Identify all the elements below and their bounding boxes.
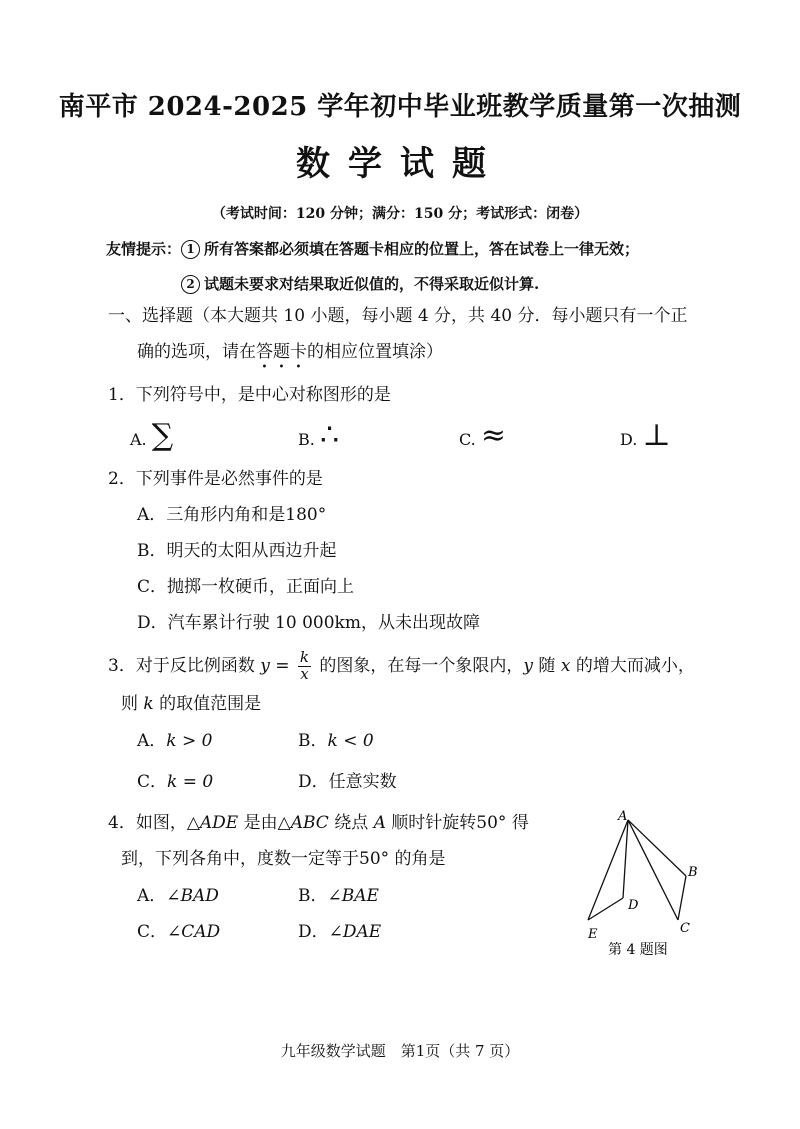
segment-ed (588, 898, 623, 920)
option-label: A. (130, 430, 147, 449)
q1-option-d (620, 418, 671, 453)
segment-ae (588, 820, 628, 920)
q4-text: 是由△ (238, 813, 291, 833)
section-text: 确的选项，请在 (137, 342, 256, 362)
point-a: A (373, 813, 386, 833)
triangle-ade: ADE (199, 813, 239, 833)
option-label: D. (620, 430, 638, 449)
option-label: C． (137, 772, 168, 792)
q2-option-d: D．汽车累计行驶 10 000km，从未出现故障 (137, 613, 480, 633)
point-label-c: C (680, 921, 690, 936)
option-math: 任意实数 (328, 772, 397, 792)
q3-text: 的取值范围是 (153, 694, 262, 714)
point-label-b: B (688, 865, 698, 880)
q3-text: = (269, 655, 295, 676)
fraction-numerator: k (299, 648, 309, 666)
q1-option-c (459, 418, 506, 453)
option-math: k = 0 (167, 772, 214, 792)
option-math: k < 0 (327, 731, 374, 751)
point-label-a: A (618, 809, 628, 824)
exam-subtitle: 数学试题 (296, 144, 504, 184)
section-heading-line-1: 一、选择题（本大题共 10 小题，每小题 4 分，共 40 分．每小题只有一个正 (108, 306, 688, 326)
q4-option-d (298, 922, 381, 942)
section-text: 的相应位置填涂） (307, 342, 443, 362)
q3-option-b (298, 731, 374, 751)
option-math: ∠CAD (167, 922, 221, 942)
fraction-k-over-x (298, 650, 311, 683)
therefore-symbol: ∴ (319, 418, 340, 453)
question-3-stem (108, 650, 695, 683)
tips-label: 友情提示： (106, 240, 182, 258)
emphasis-char: 题 (273, 342, 290, 362)
option-label: C. (459, 430, 476, 449)
option-label: B． (298, 731, 328, 751)
question-1-stem: 1．下列符号中，是中心对称图形的是 (108, 385, 391, 405)
option-label: C． (137, 922, 168, 942)
option-label: B． (298, 886, 328, 906)
q4-option-c (137, 922, 220, 942)
exam-info: （考试时间：120 分钟；满分：150 分；考试形式：闭卷） (211, 206, 589, 222)
emphasis-char: 卡 (290, 342, 307, 362)
q4-option-a (137, 886, 219, 906)
q4-text: 绕点 (328, 813, 374, 833)
q3-text: 则 (121, 694, 144, 714)
tips-line-1 (106, 238, 639, 259)
q2-option-b: B．明天的太阳从西边升起 (137, 541, 337, 561)
tip-text-2: 试题未要求对结果取近似值的，不得采取近似计算. (204, 275, 540, 293)
q3-option-c (137, 772, 213, 792)
fraction-denominator: x (300, 664, 309, 683)
circled-number-1: 1 (181, 240, 200, 259)
emphasis-char: 答 (256, 342, 273, 362)
triangle-abc: ABC (290, 813, 329, 833)
perpendicular-symbol: ⊥ (642, 418, 671, 453)
q3-text: 的图象，在每一个象限内， (314, 655, 524, 676)
q4-text: 顺时针旋转50° 得 (385, 813, 529, 833)
option-math: k > 0 (166, 731, 213, 751)
var-y: y (260, 655, 270, 676)
segment-ab (628, 820, 686, 876)
figure-caption: 第 4 题图 (608, 942, 668, 958)
q3-text: 的增大而减小， (570, 655, 695, 676)
q2-option-c: C．抛掷一枚硬币，正面向上 (137, 577, 355, 597)
section-heading-line-2 (137, 342, 443, 362)
option-math: ∠DAE (328, 922, 382, 942)
question-4-line-2: 到，下列各角中，度数一定等于50° 的角是 (121, 849, 446, 869)
option-math: ∠BAE (327, 886, 379, 906)
q2-option-a: A．三角形内角和是180° (137, 505, 327, 525)
q3-option-d (298, 772, 397, 792)
option-label: A． (137, 731, 167, 751)
var-x: x (560, 655, 571, 676)
approx-symbol: ≈ (480, 418, 506, 453)
q3-option-a (137, 731, 212, 751)
q4-text: 4．如图，△ (108, 813, 200, 833)
question-2-stem: 2．下列事件是必然事件的是 (108, 469, 323, 489)
option-label: D． (298, 922, 329, 942)
sigma-symbol: ∑ (151, 418, 174, 453)
exam-title: 南平市 2024-2025 学年初中毕业班教学质量第一次抽测 (58, 92, 742, 122)
option-label: A． (137, 886, 167, 906)
option-math: ∠BAD (166, 886, 219, 906)
option-label: B. (298, 430, 315, 449)
q4-option-b (298, 886, 379, 906)
point-label-e: E (588, 927, 598, 942)
page-footer: 九年级数学试题 第1页（共 7 页） (280, 1042, 520, 1060)
question-4-stem (108, 813, 529, 833)
q4-geometry-figure (578, 808, 708, 958)
tip-text-1: 所有答案都必须填在答题卡相应的位置上，答在试卷上一律无效； (204, 240, 640, 258)
var-k: k (143, 694, 154, 714)
q3-text: 随 (533, 655, 561, 676)
option-label: D． (298, 772, 329, 792)
q1-option-a (130, 418, 174, 453)
question-3-line-2 (121, 694, 261, 714)
var-y: y (523, 655, 534, 676)
segment-bc (678, 876, 686, 920)
tips-line-2 (181, 273, 539, 294)
q1-option-b (298, 418, 340, 453)
circled-number-2: 2 (181, 275, 200, 294)
q3-text: 3．对于反比例函数 (108, 655, 261, 676)
point-label-d: D (628, 898, 639, 913)
